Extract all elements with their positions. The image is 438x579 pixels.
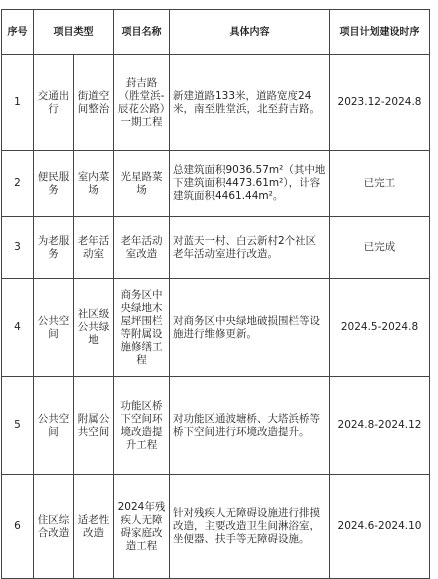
cell-no: 5 (2, 377, 34, 475)
header-no: 序号 (2, 10, 34, 55)
cell-schedule: 2024.8-2024.12 (330, 377, 430, 475)
cell-schedule: 2024.6-2024.10 (330, 475, 430, 579)
cell-content: 对功能区通波塘桥、大塔浜桥等桥下空间进行环境改造提升。 (170, 377, 330, 475)
cell-type: 为老服务 (34, 217, 74, 279)
header-schedule: 项目计划建设时序 (330, 10, 430, 55)
cell-no: 4 (2, 279, 34, 377)
cell-subtype: 社区级公共绿地 (74, 279, 114, 377)
cell-content: 针对残疾人无障碍设施进行排摸改造，主要改造卫生间淋浴室，坐便器、扶手等无障碍设施。 (170, 475, 330, 579)
table-row (2, 377, 430, 475)
cell-schedule: 已完工 (330, 151, 430, 217)
cell-type: 公共空间 (34, 279, 74, 377)
cell-content: 新建道路133米，道路宽度24米，南至胜堂浜，北至葑吉路。 (170, 55, 330, 151)
cell-name: 葑吉路（胜堂浜-辰花公路）一期工程 (114, 55, 170, 151)
cell-name: 老年活动室改造 (114, 217, 170, 279)
cell-no: 3 (2, 217, 34, 279)
table-row (2, 151, 430, 217)
cell-no: 6 (2, 475, 34, 579)
cell-no: 2 (2, 151, 34, 217)
header-content: 具体内容 (170, 10, 330, 55)
cell-subtype: 老年活动室 (74, 217, 114, 279)
cell-content: 对商务区中央绿地破损围栏等设施进行维修更新。 (170, 279, 330, 377)
cell-type: 便民服务 (34, 151, 74, 217)
cell-name: 2024年残疾人无障碍家庭改造工程 (114, 475, 170, 579)
cell-name: 功能区桥下空间环境改造提升工程 (114, 377, 170, 475)
header-type: 项目类型 (34, 10, 114, 55)
cell-type: 住区综合改造 (34, 475, 74, 579)
cell-no: 1 (2, 55, 34, 151)
table-row (2, 55, 430, 151)
cell-subtype: 适老性改造 (74, 475, 114, 579)
project-table (1, 9, 430, 579)
cell-name: 光星路菜场 (114, 151, 170, 217)
cell-content: 总建筑面积9036.57m²（其中地下建筑面积4473.61m²），计容建筑面积4461.44m²。 (170, 151, 330, 217)
table-row (2, 475, 430, 579)
header-name: 项目名称 (114, 10, 170, 55)
cell-type: 公共空间 (34, 377, 74, 475)
header-row (2, 10, 430, 55)
cell-subtype: 附属公共空间 (74, 377, 114, 475)
cell-name: 商务区中央绿地木屋坪围栏等附属设施修缮工程 (114, 279, 170, 377)
cell-content: 对蓝天一村、白云新村2个社区老年活动室进行改造。 (170, 217, 330, 279)
cell-schedule: 2023.12-2024.8 (330, 55, 430, 151)
table-row (2, 217, 430, 279)
cell-schedule: 2024.5-2024.8 (330, 279, 430, 377)
cell-subtype: 街道空间整治 (74, 55, 114, 151)
table-row (2, 279, 430, 377)
cell-type: 交通出行 (34, 55, 74, 151)
cell-subtype: 室内菜场 (74, 151, 114, 217)
cell-schedule: 已完成 (330, 217, 430, 279)
